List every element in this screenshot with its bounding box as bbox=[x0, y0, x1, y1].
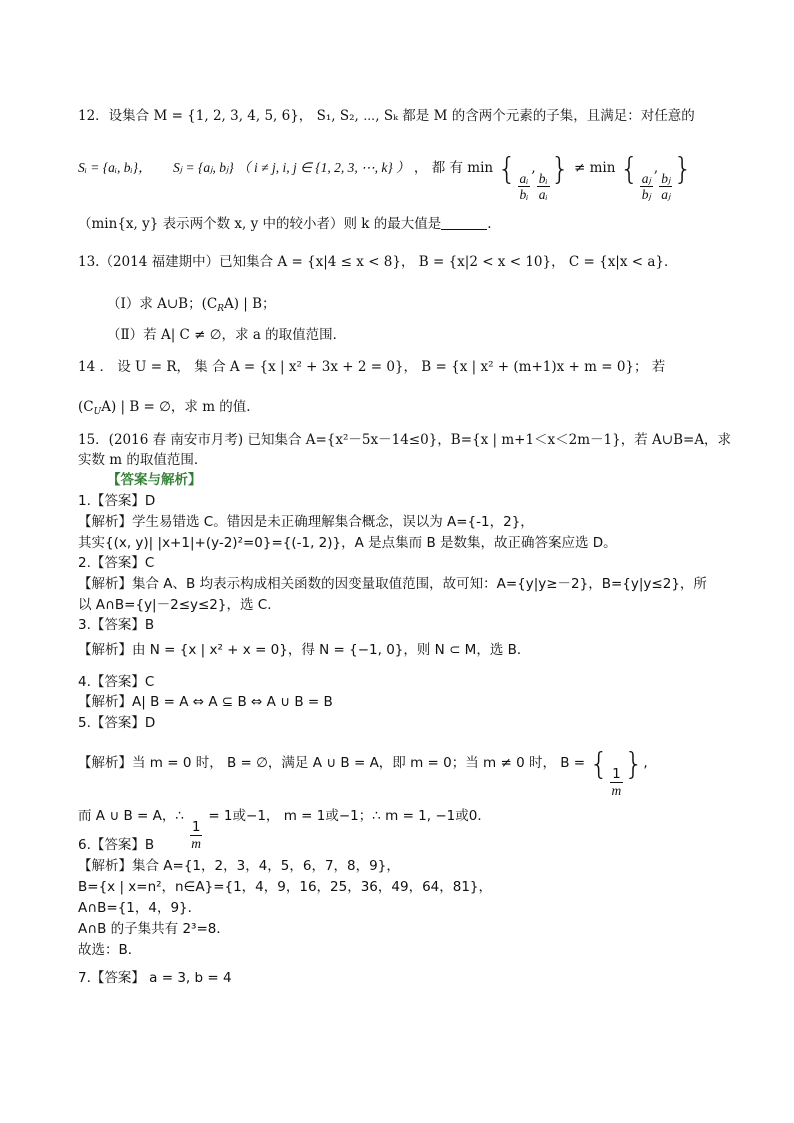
answer-3: 3.【答案】B bbox=[78, 617, 155, 633]
frac-den: aᵢ bbox=[538, 187, 548, 202]
q14-line2-a: (C bbox=[78, 399, 94, 415]
fraction-bj-aj bbox=[659, 171, 672, 202]
explanation-6b: B={x | x=n²，n∈A}={1，4，9，16，25，36，49，64，81}， bbox=[78, 879, 493, 895]
q14-line2 bbox=[78, 397, 718, 422]
left-brace: { bbox=[589, 747, 609, 782]
frac-num: bⱼ bbox=[661, 171, 671, 186]
explanation-5b-text: 而 A ∪ B = A，∴ bbox=[78, 808, 184, 824]
q13-line3: （Ⅱ）若 A| C ≠ ∅，求 a 的取值范围． bbox=[107, 327, 347, 343]
q15-line2: 实数 m 的取值范围． bbox=[78, 452, 208, 468]
fraction-1-over-m bbox=[610, 767, 624, 798]
explanation-2b: 以 A∩B={y|－2≤y≤2}，选 C． bbox=[78, 597, 281, 613]
q12-line3-text: （min{x, y} 表示两个数 x, y 中的较小者）则 k 的最大值是 bbox=[78, 216, 442, 232]
left-brace: { bbox=[619, 152, 639, 187]
explanation-5a-text: 【解析】当 m = 0 时， B = ∅，满足 A ∪ B = A，即 m = 0；当 m ≠ 0 时， B = bbox=[78, 755, 586, 771]
explanation-6e: 故选：B． bbox=[78, 942, 142, 958]
explanation-1a: 【解析】学生易错选 C。错因是未正确理解集合概念，误以为 A={-1，2}， bbox=[78, 514, 534, 530]
explanation-6d: A∩B 的子集共有 2³=8． bbox=[78, 921, 230, 937]
explanation-2a: 【解析】集合 A、B 均表示构成相关函数的因变量取值范围，故可知：A={y|y≥－2}，B={y|y≤2}，所 bbox=[78, 576, 707, 592]
frac-num: bᵢ bbox=[538, 171, 548, 186]
q13-line2-text: （Ⅰ）求 A∪B；(C bbox=[107, 296, 218, 312]
q14-line2-b: A) | B = ∅，求 m 的值. bbox=[101, 399, 251, 415]
q12-line3-end: . bbox=[487, 216, 492, 232]
q12-line1: 12．设集合 M = {1, 2, 3, 4, 5, 6}， S₁, S₂, ⋯, Sₖ 都是 M 的含两个元素的子集，且满足：对任意的 bbox=[78, 108, 695, 124]
q13-line1: 13.（2014 福建期中）已知集合 A = {x|4 ≤ x < 8}， B = {x|2 < x < 10}， C = {x|x < a}． bbox=[78, 254, 678, 270]
q12-line2: Sᵢ = {aᵢ, bᵢ}， Sⱼ = {aⱼ, bⱼ} （ i ≠ j, i, j ∈ {1, 2, 3, ⋯, k} ） ， 都 有 min { $\frac{\text{aᵢ}}{\text{bᵢ}}$ , $\frac{\text{bᵢ}}{\text{aᵢ}}$ } ≠ min { $\frac{\text{aⱼ}}{\text{bⱼ}}$ , $\frac{\text{bⱼ}}{\text{aⱼ}}$ } bbox=[78, 152, 693, 202]
q13-subscript: R bbox=[217, 304, 224, 314]
right-brace: } bbox=[673, 152, 693, 187]
explanation-6c: A∩B={1，4，9}． bbox=[78, 900, 202, 916]
q13-line2 bbox=[107, 294, 718, 319]
right-brace: } bbox=[550, 152, 570, 187]
fraction-aj-bj bbox=[640, 171, 653, 202]
fraction-bi-ai bbox=[537, 171, 550, 202]
answer-5: 5.【答案】D bbox=[78, 715, 156, 731]
explanation-3: 【解析】由 N = {x | x² + x = 0}，得 N = {−1, 0}，则 N ⊂ M，选 B． bbox=[78, 642, 531, 658]
answer-4: 4.【答案】C bbox=[78, 674, 155, 690]
answer-1: 1.【答案】D bbox=[78, 493, 156, 509]
explanation-4: 【解析】A| B = A ⇔ A ⊆ B ⇔ A ∪ B = B bbox=[78, 694, 333, 710]
section-header: 【答案与解析】 bbox=[107, 472, 202, 488]
frac-num: aᵢ bbox=[519, 171, 529, 186]
frac-num: aⱼ bbox=[641, 171, 651, 186]
explanation-1b: 其实{(x, y)| |x+1|+(y-2)²=0}={(-1, 2)}，A 是点集而 B 是数集，故正确答案应选 D。 bbox=[78, 535, 617, 551]
frac-num: 1 bbox=[191, 819, 201, 835]
q12-si: Sᵢ = {aᵢ, bᵢ}， bbox=[78, 160, 152, 175]
explanation-6a: 【解析】集合 A={1，2，3，4，5，6，7，8，9}， bbox=[78, 858, 400, 874]
q13-line2-rest: A) | B； bbox=[223, 296, 276, 312]
fraction-ai-bi bbox=[518, 171, 531, 202]
q14-subscript: U bbox=[93, 407, 102, 417]
answer-7: 7.【答案】 a = 3, b = 4 bbox=[78, 970, 232, 986]
answer-2: 2.【答案】C bbox=[78, 555, 155, 571]
frac-den: m bbox=[611, 783, 622, 798]
frac-num: 1 bbox=[612, 766, 621, 782]
frac-den: bⱼ bbox=[641, 187, 651, 202]
answer-6: 6.【答案】B bbox=[78, 837, 155, 853]
explanation-5b-rest: = 1或−1， m = 1或−1；∴ m = 1, −1或0． bbox=[208, 808, 491, 824]
right-brace: } bbox=[624, 747, 644, 782]
q15-line1: 15．(2016 春 南安市月考) 已知集合 A={x²－5x－14≤0}，B={x | m+1＜x＜2m－1}，若 A∪B=A，求 bbox=[78, 432, 732, 448]
q14-line1: 14 ． 设 U = R， 集 合 A = {x | x² + 3x + 2 = 0}， B = {x | x² + (m+1)x + m = 0}； 若 bbox=[78, 359, 666, 375]
frac-den: bᵢ bbox=[519, 187, 529, 202]
q12-sj: Sⱼ = {aⱼ, bⱼ} （ i ≠ j, i, j ∈ {1, 2, 3, ⋯, k} ） bbox=[173, 160, 410, 175]
left-brace: { bbox=[497, 152, 517, 187]
frac-den: m bbox=[191, 836, 202, 851]
q12-line3 bbox=[78, 214, 718, 234]
q12-neq-min: ≠ min bbox=[573, 160, 616, 176]
explanation-5a: 【解析】当 m = 0 时， B = ∅，满足 A ∪ B = A，即 m = 0；当 m ≠ 0 时， B = { $\frac{1}{m}$ }, bbox=[78, 747, 648, 798]
frac-den: aⱼ bbox=[661, 187, 671, 202]
answer-blank bbox=[441, 217, 487, 230]
q12-all-have: ， 都 有 min bbox=[413, 160, 494, 176]
